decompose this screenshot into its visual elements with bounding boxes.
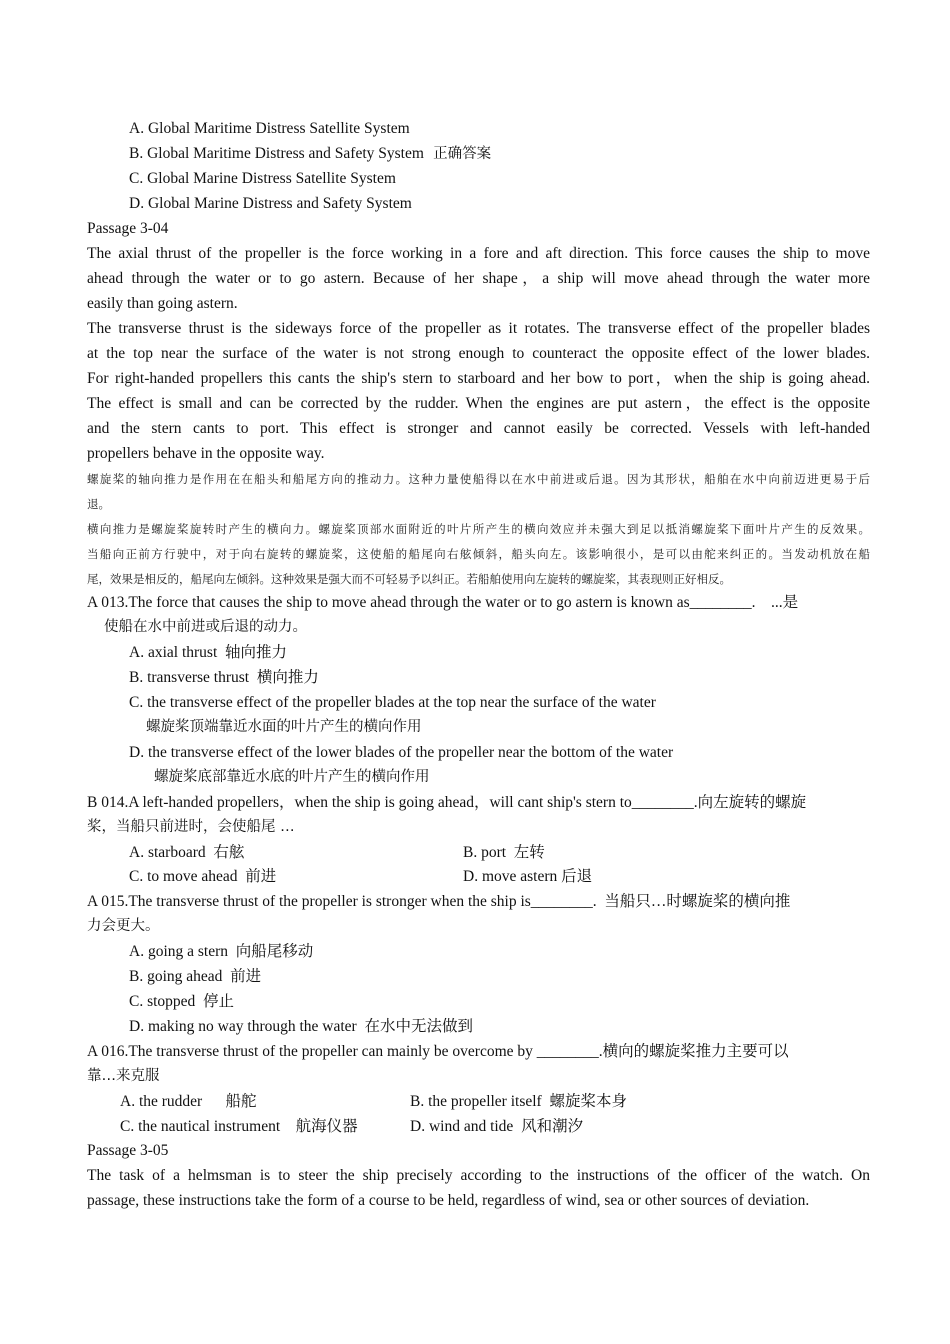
q013-option-a: A. axial thrust 轴向推力	[129, 644, 287, 661]
passage-paragraph-line: The effect is small and can be corrected by the rudder. When the engines are put astern，the effect is the opposite	[87, 395, 870, 412]
passage-paragraph-line: ahead through the water or to go astern. Because of her shape，a ship will move ahead through the water more	[87, 270, 870, 287]
prev-option-c: C. Global Marine Distress Satellite System	[129, 170, 396, 187]
q014-option-c: C. to move ahead 前进	[129, 868, 277, 885]
q016-option-a: A. the rudder 船舵	[120, 1093, 257, 1110]
q015-option-a: A. going a stern 向船尾移动	[129, 943, 314, 960]
correct-answer-label: 正确答案	[433, 146, 492, 162]
q016-option-c: C. the nautical instrument 航海仪器	[120, 1118, 358, 1135]
prev-option-b	[129, 141, 491, 167]
translation-line: 螺旋桨的轴向推力是作用在在船头和船尾方向的推动力。这种力量使船得以在水中前进或后退。因为其形状，船舶在水中向前迈进更易于后	[87, 472, 870, 486]
prev-option-d: D. Global Marine Distress and Safety System	[129, 195, 412, 212]
passage-paragraph-line: The task of a helmsman is to steer the ship precisely according to the instructions of the officer of the watch. On	[87, 1167, 870, 1184]
q014-option-a: A. starboard 右舷	[129, 844, 245, 861]
passage-paragraph-line: For right-handed propellers this cants the ship's stern to starboard and her bow to port，when the ship is going ahead.	[87, 370, 870, 387]
q013-option-c: C. the transverse effect of the propeller blades at the top near the surface of the water	[129, 694, 656, 711]
question-016: A 016.The transverse thrust of the propeller can mainly be overcome by ________.横向的螺旋桨推力主要可以	[87, 1043, 789, 1060]
q014-option-d: D. move astern 后退	[463, 868, 593, 885]
q013-option-b: B. transverse thrust 横向推力	[129, 669, 319, 686]
passage-paragraph-line: The transverse thrust is the sideways force of the propeller as it rotates. The transverse effect of the propeller blades	[87, 320, 870, 337]
translation-line: 当船向正前方行驶中，对于向右旋转的螺旋桨，这使船的船尾向右舷倾斜，船头向左。该影响很小，是可以由舵来纠正的。当发动机放在船	[87, 547, 870, 561]
passage-paragraph-line: propellers behave in the opposite way.	[87, 445, 325, 462]
q015-option-c: C. stopped 停止	[129, 993, 235, 1010]
question-016-cont: 靠…来克服	[87, 1068, 160, 1084]
question-013: A 013.The force that causes the ship to move ahead through the water or to go astern is known as________. ...是	[87, 594, 799, 611]
passage-paragraph-line: at the top near the surface of the water is not strong enough to counteract the opposite effect of the lower blades.	[87, 345, 870, 362]
q015-option-b: B. going ahead 前进	[129, 968, 262, 985]
passage-paragraph-line: The axial thrust of the propeller is the force working in a fore and aft direction. This force causes the ship to move	[87, 245, 870, 262]
translation-line: 尾，效果是相反的，船尾向左倾斜。这种效果是强大而不可轻易予以纠正。若船舶使用向左旋转的螺旋桨，其表现则正好相反。	[87, 572, 731, 586]
prev-option-b-text: B. Global Maritime Distress and Safety System	[129, 145, 424, 162]
translation-line: 退。	[87, 497, 110, 511]
translation-line: 横向推力是螺旋桨旋转时产生的横向力。螺旋桨顶部水面附近的叶片所产生的横向效应并未强大到足以抵消螺旋桨下面叶片产生的反效果。	[87, 522, 870, 536]
prev-option-a: A. Global Maritime Distress Satellite System	[129, 120, 410, 137]
q016-option-b: B. the propeller itself 螺旋桨本身	[410, 1093, 627, 1110]
prev-answer-note	[424, 146, 433, 162]
q015-option-d: D. making no way through the water 在水中无法做到	[129, 1018, 473, 1035]
question-014: B 014.A left-handed propellers，when the ship is going ahead，will cant ship's stern to________.向左旋转的螺旋	[87, 794, 807, 811]
passage-paragraph-line: and the stern cants to port. This effect is stronger and cannot easily be corrected. Vessels with left-handed	[87, 420, 870, 437]
q014-option-b: B. port 左转	[463, 844, 545, 861]
passage-paragraph-line: passage, these instructions take the form of a course to be held, regardless of wind, sea or other sources of deviation.	[87, 1192, 810, 1209]
q013-option-d: D. the transverse effect of the lower blades of the propeller near the bottom of the water	[129, 744, 674, 761]
q013-option-c-translation: 螺旋桨顶端靠近水面的叶片产生的横向作用	[146, 719, 422, 735]
passage-paragraph-line: easily than going astern.	[87, 295, 238, 312]
question-013-cont: 使船在水中前进或后退的动力。	[104, 619, 307, 635]
q013-option-d-translation: 螺旋桨底部靠近水底的叶片产生的横向作用	[154, 769, 430, 785]
passage-title: Passage 3-05	[87, 1142, 169, 1159]
q016-option-d: D. wind and tide 风和潮汐	[410, 1118, 584, 1135]
question-015: A 015.The transverse thrust of the propeller is stronger when the ship is________. 当船只…时螺旋桨的横向推	[87, 893, 791, 910]
question-014-cont: 桨，当船只前进时，会使船尾 …	[87, 819, 295, 835]
question-015-cont: 力会更大。	[87, 918, 160, 934]
passage-title: Passage 3-04	[87, 220, 169, 237]
